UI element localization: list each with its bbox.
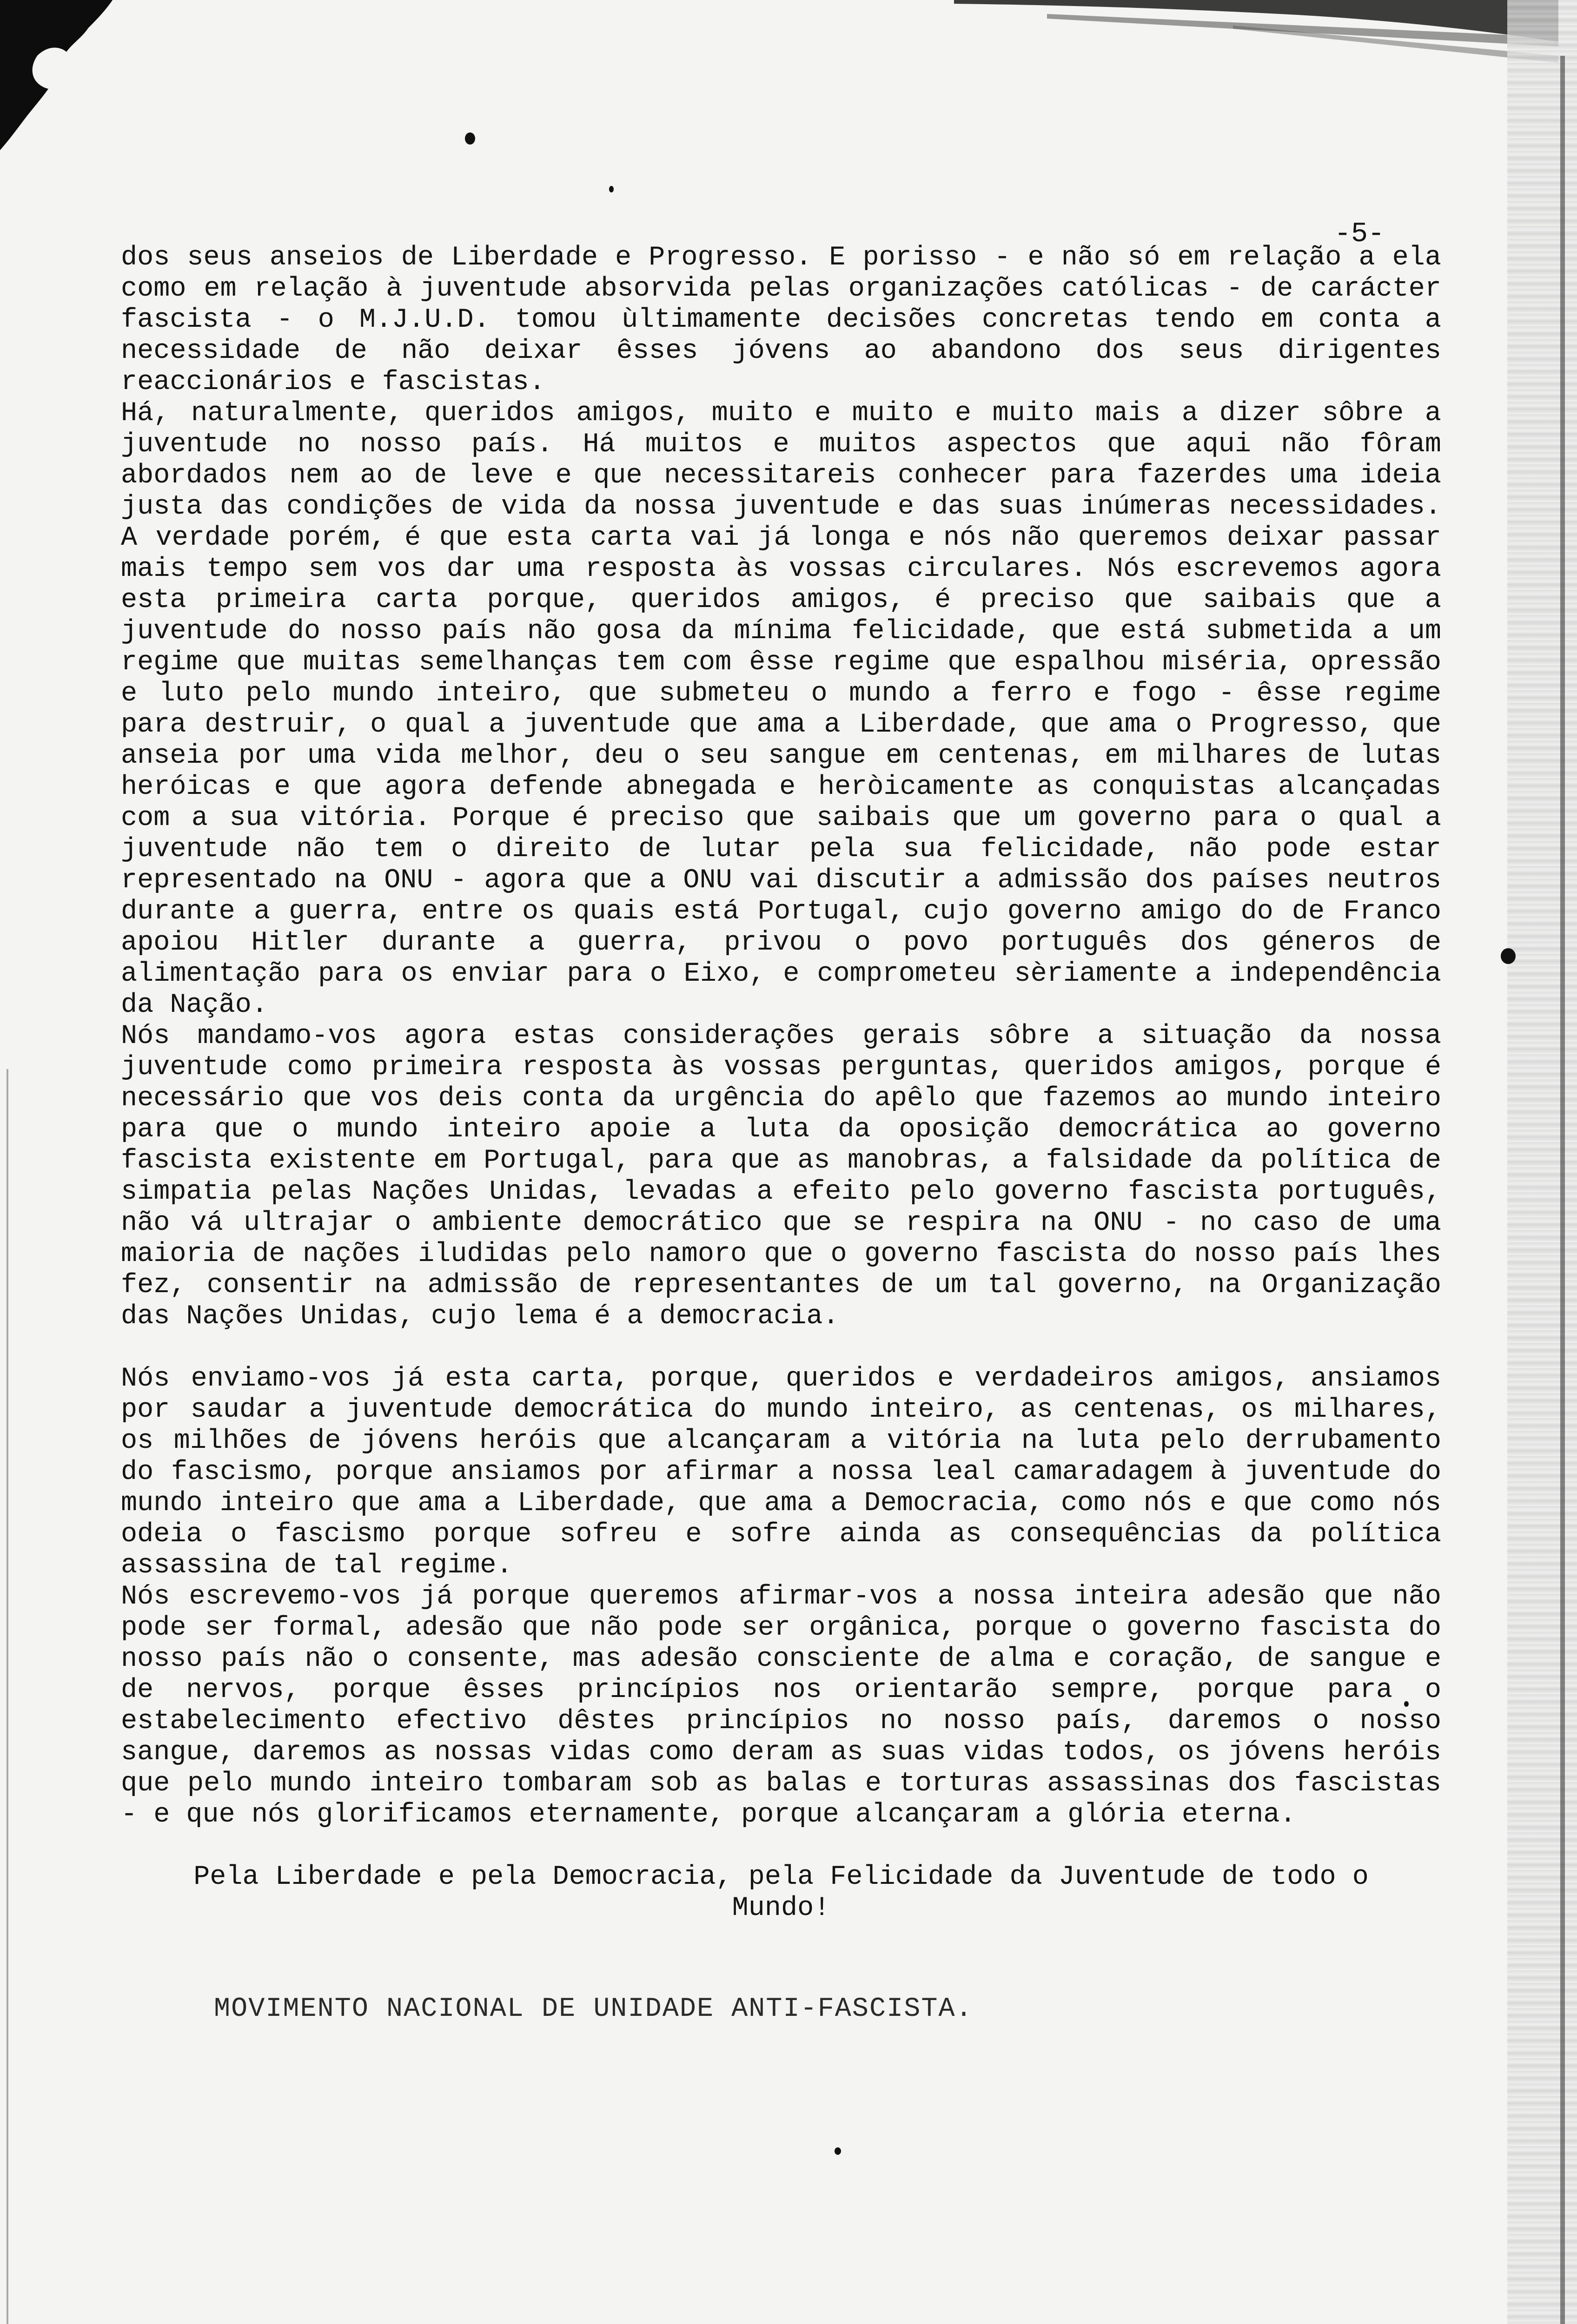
ink-speck bbox=[465, 132, 475, 145]
scan-margin-noise bbox=[1507, 0, 1577, 2324]
paragraph: Há, naturalmente, queridos amigos, muito e muito e muito mais a dizer sôbre a juventude no nosso país. Há muitos e muitos aspectos que aqui não fôram abordados nem ao de leve e que necessitareis conhecer para fazerdes uma ideia justa das condições de vida da nossa juventude e das suas inúmeras necessidades. A verdade porém, é que esta carta vai já longa e nós não queremos deixar passar mais tempo sem vos dar uma resposta às vossas circulares. Nós escrevemos agora esta primeira carta porque, queridos amigos, é preciso que saibais que a juventude do nosso país não gosa da mínima felicidade, que está submetida a um regime que muitas semelhanças tem com êsse regime que espalhou miséria, opressão e luto pelo mundo inteiro, que submeteu o mundo a ferro e fogo - êsse regime para destruir, o qual a juventude que ama a Liberdade, que ama o Progresso, que anseia por uma vida melhor, deu o seu sangue em centenas, em milhares de lutas heróicas e que agora defende abnegada e heròicamente as conquistas alcançadas com a sua vitória. Porque é preciso que saibais que um governo para o qual a juventude não tem o direito de lutar pela sua felicidade, não pode estar representado na ONU - agora que a ONU vai discutir a admissão dos países neutros durante a guerra, entre os quais está Portugal, cujo governo amigo do de Franco apoiou Hitler durante a guerra, privou o povo português dos géneros de alimentação para os enviar para o Eixo, e comprometeu sèriamente a independência da Nação. bbox=[121, 397, 1441, 1020]
scan-edge-bar bbox=[1560, 56, 1565, 2324]
ink-speck bbox=[609, 186, 614, 192]
page-number: -5- bbox=[1334, 218, 1385, 250]
scan-streak-decoration bbox=[954, 0, 1558, 65]
ink-speck bbox=[1501, 948, 1516, 964]
scan-left-edge bbox=[7, 1069, 8, 2324]
paragraph: dos seus anseios de Liberdade e Progresso. E porisso - e não só em relação a ela como em relação à juventude absorvida pelas organizações católicas - de carácter fascista - o M.J.U.D. tomou ùltimamente decisões concretas tendo em conta a necessidade de não deixar êsses jóvens ao abandono dos seus dirigentes reaccionários e fascistas. bbox=[121, 242, 1441, 397]
paragraph: Nós escrevemo-vos já porque queremos afirmar-vos a nossa inteira adesão que não pode ser formal, adesão que não pode ser orgânica, porque o governo fascista do nosso país não o consente, mas adesão consciente de alma e coração, de sangue e de nervos, porque êsses princípios nos orientarão sempre, porque para o estabelecimento efectivo dêstes princípios no nosso país, daremos o nosso sangue, daremos as nossas vidas como deram as suas vidas todos, os jóvens heróis que pelo mundo inteiro tombaram sob as balas e torturas assassinas dos fascistas - e que nós glorificamos eternamente, porque alcançaram a glória eterna. bbox=[121, 1581, 1441, 1830]
signature: MOVIMENTO NACIONAL DE UNIDADE ANTI-FASCISTA. bbox=[214, 1993, 973, 2024]
closing-line: Pela Liberdade e pela Democracia, pela Felicidade da Juventude de todo o Mundo! bbox=[193, 1861, 1369, 1923]
paragraph: Nós enviamo-vos já esta carta, porque, queridos e verdadeiros amigos, ansiamos por saudar a juventude democrática do mundo inteiro, as centenas, os milhares, os milhões de jóvens heróis que alcançaram a vitória na luta pelo derrubamento do fascismo, porque ansiamos por afirmar a nossa leal camaradagem à juventude do mundo inteiro que ama a Liberdade, que ama a Democracia, como nós e que como nós odeia o fascismo porque sofreu e sofre ainda as consequências da política assassina de tal regime. bbox=[121, 1363, 1441, 1581]
paragraph: Nós mandamo-vos agora estas considerações gerais sôbre a situação da nossa juventude como primeira resposta às vossas perguntas, queridos amigos, porque é necessário que vos deis conta da urgência do apêlo que fazemos ao mundo inteiro para que o mundo inteiro apoie a luta da oposição democrática ao governo fascista existente em Portugal, para que as manobras, a falsidade da política de simpatia pelas Nações Unidas, levadas a efeito pelo governo fascista português, não vá ultrajar o ambiente democrático que se respira na ONU - no caso de uma maioria de nações iludidas pelo namoro que o governo fascista do nosso país lhes fez, consentir na admissão de representantes de um tal governo, na Organização das Nações Unidas, cujo lema é a democracia. bbox=[121, 1020, 1441, 1332]
ink-blot-decoration bbox=[0, 0, 149, 172]
ink-speck bbox=[835, 2147, 841, 2155]
letter-body bbox=[121, 242, 1441, 2024]
